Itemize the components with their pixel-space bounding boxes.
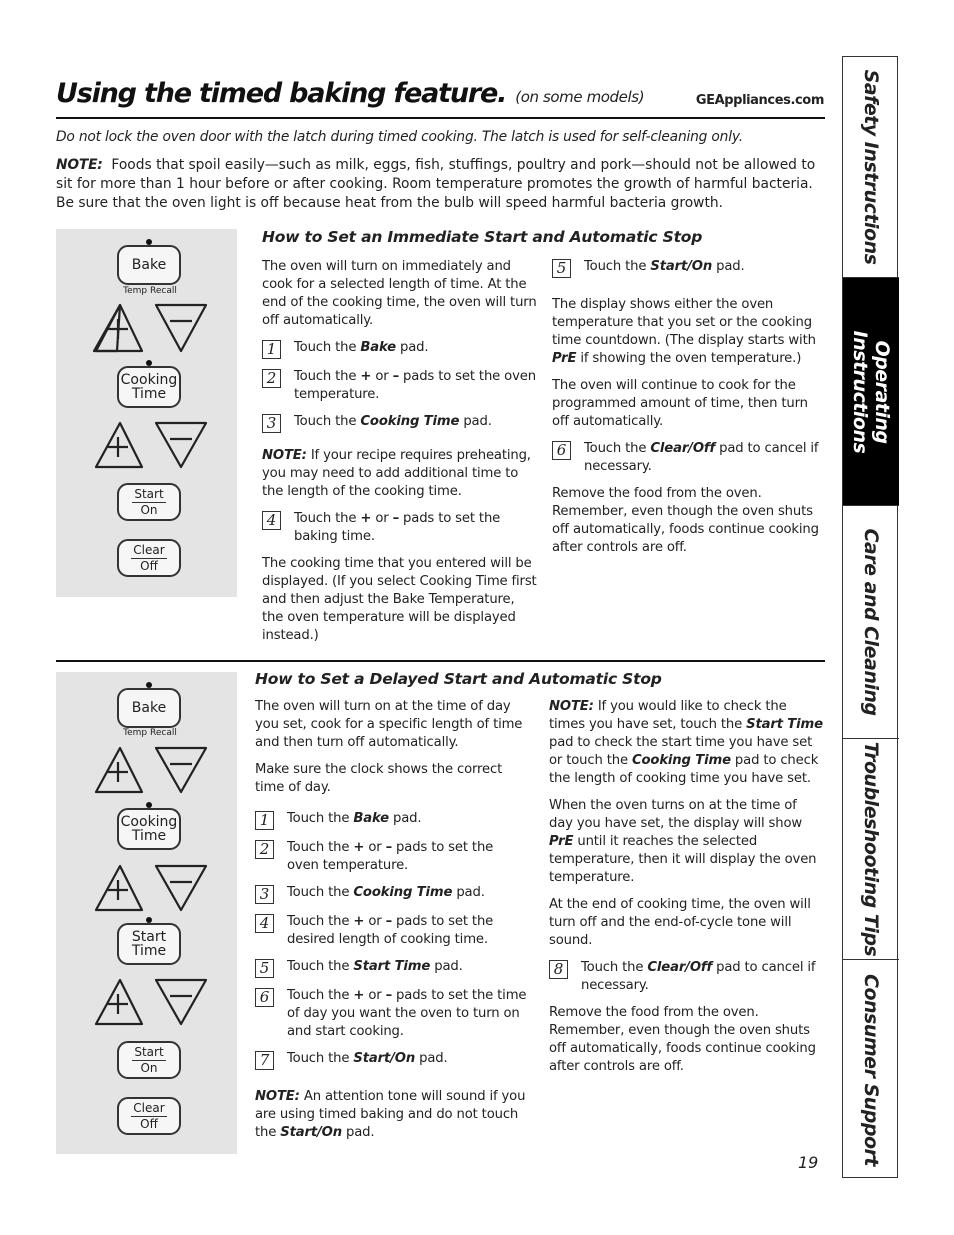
step-5: 5 Touch the Start/On pad.	[552, 258, 824, 278]
note-label: NOTE:	[56, 157, 103, 173]
tab-care-and-cleaning[interactable]: Care and Cleaning	[843, 506, 899, 739]
tab-consumer-support[interactable]: Consumer Support	[860, 973, 882, 1166]
note-text: Foods that spoil easily—such as milk, eggs, fish, stuffings, poultry and pork—should not be allowed to sit for more than 1 hour before or after cooking. Room temperature promotes the growth of harmful bacteria. Be sure that the oven light is off because heat from the bulb will speed harmful bacteria growth.	[56, 157, 816, 211]
plus-minus-pads[interactable]	[92, 862, 210, 914]
plus-minus-pads[interactable]	[92, 419, 210, 471]
step-7: 7 Touch the Start/On pad.	[255, 1050, 527, 1070]
step-4: 4 Touch the + or – pads to set the desired length of cooking time.	[255, 913, 527, 949]
step-number: 3	[262, 414, 281, 433]
step-number: 6	[552, 441, 571, 460]
temp-recall-label: Temp Recall	[123, 728, 177, 738]
step-2: 2 Touch the + or – pads to set the oven temperature.	[255, 839, 527, 875]
plus-minus-pads[interactable]	[92, 301, 210, 353]
step-number: 6	[255, 988, 274, 1007]
section2-turns-on: When the oven turns on at the time of day you have set, the display will show PrE until it reaches the selected temperature, then it will display the oven temperature.	[549, 798, 817, 885]
section2-col2	[549, 698, 824, 1085]
section1-col1	[262, 258, 537, 654]
step-1: 1 Touch the Bake pad.	[262, 339, 537, 359]
start-on-pad[interactable]	[117, 483, 181, 521]
step-number: 3	[255, 885, 274, 904]
page-number: 19	[798, 1153, 819, 1172]
section-divider	[56, 660, 825, 662]
header-rule	[56, 117, 825, 119]
section1-displayed: The cooking time that you entered will be displayed. (If you select Cooking Time first and then adjust the Bake Temperature, the oven temperature will be displayed instead.)	[262, 556, 537, 643]
plus-minus-pads[interactable]	[92, 976, 210, 1028]
step-number: 2	[262, 369, 281, 388]
bake-label: Bake	[131, 257, 167, 273]
title-main: Using the timed baking feature.	[56, 78, 507, 109]
section2-clock: Make sure the clock shows the correct time of day.	[255, 762, 503, 795]
step-2: 2 Touch the + or – pads to set the oven temperature.	[262, 368, 537, 404]
start-on-pad[interactable]: Start On	[117, 1041, 181, 1079]
step-number: 4	[255, 914, 274, 933]
cooking-label: Cooking	[120, 372, 178, 388]
section1-intro: The oven will turn on immediately and cook for a selected length of time. At the end of the cooking time, the oven will turn off automatically.	[262, 259, 537, 328]
clear-off-pad[interactable]: Clear Off	[117, 1097, 181, 1135]
step-number: 8	[549, 960, 568, 979]
tab-safety-instructions[interactable]: Safety Instructions	[843, 57, 899, 278]
cooking-time-pad[interactable]	[117, 366, 181, 408]
keypad-panel-1	[56, 229, 237, 597]
on-label: On	[140, 503, 158, 517]
bake-pad[interactable]	[117, 245, 181, 285]
clear-off-pad[interactable]	[117, 539, 181, 577]
side-tabs	[842, 56, 898, 1178]
cooking-time-pad[interactable]: Cooking Time	[117, 808, 181, 850]
intro-note	[56, 156, 824, 213]
warning-text: Do not lock the oven door with the latch during timed cooking. The latch is used for self-cleaning only.	[56, 129, 743, 145]
section2-note2: NOTE: If you would like to check the times you have set, touch the Start Time pad to check the start time you have set or touch the Cooking Time pad to check the length of cooking time you have set.	[549, 699, 823, 786]
step-4: 4 Touch the + or – pads to set the baking time.	[262, 510, 537, 546]
section1-title: How to Set an Immediate Start and Automatic Stop	[262, 228, 703, 246]
page-title	[56, 78, 644, 109]
tab-troubleshooting-tips[interactable]: Troubleshooting Tips	[843, 739, 899, 960]
step-3: 3 Touch the Cooking Time pad.	[262, 413, 537, 433]
step-3: 3 Touch the Cooking Time pad.	[255, 884, 527, 904]
section2-col1	[255, 698, 527, 1151]
step-number: 7	[255, 1051, 274, 1070]
section2-remove: Remove the food from the oven. Remember, even though the oven shuts off automatically, foods continue cooking after controls are off.	[549, 1005, 816, 1074]
step-6: 6 Touch the Clear/Off pad to cancel if necessary.	[552, 440, 824, 476]
section2-note1: NOTE: An attention tone will sound if you are using timed baking and do not touch the Start/On pad.	[255, 1089, 526, 1140]
time-label: Time	[131, 386, 167, 402]
step-8: 8 Touch the Clear/Off pad to cancel if necessary.	[549, 959, 824, 995]
tab-operating-instructions[interactable]: Operating Instructions	[843, 278, 899, 506]
minus-pad	[156, 305, 206, 351]
section1-continue: The oven will continue to cook for the programmed amount of time, then turn off automatically.	[552, 378, 808, 429]
temp-recall-label: Temp Recall	[123, 286, 177, 296]
step-number: 1	[255, 811, 274, 830]
step-number: 2	[255, 840, 274, 859]
intro-warning	[56, 128, 824, 147]
step-5: 5 Touch the Start Time pad.	[255, 958, 527, 978]
website-link[interactable]: GEAppliances.com	[695, 93, 824, 108]
step-6: 6 Touch the + or – pads to set the time of day you want the oven to turn on and start cooking.	[255, 987, 527, 1041]
section1-col2	[552, 258, 824, 566]
step-number: 5	[552, 259, 571, 278]
off-label: Off	[140, 559, 158, 573]
clear-label: Clear	[133, 543, 165, 557]
keypad-panel-2	[56, 672, 237, 1154]
title-subtitle: (on some models)	[515, 88, 645, 106]
section2-end: At the end of cooking time, the oven will turn off and the end-of-cycle tone will sound.	[549, 897, 811, 948]
section1-display: The display shows either the oven temperature that you set or the cooking time countdown. (The display starts with PrE if showing the oven temperature.)	[552, 297, 816, 366]
plus-minus-pads[interactable]	[92, 744, 210, 796]
step-number: 5	[255, 959, 274, 978]
start-label: Start	[134, 487, 164, 501]
bake-pad[interactable]	[117, 688, 181, 728]
section1-note: NOTE: If your recipe requires preheating, you may need to add additional time to the length of the cooking time.	[262, 448, 531, 499]
section1-remove: Remove the food from the oven. Remember, even though the oven shuts off automatically, foods continue cooking after controls are off.	[552, 486, 819, 555]
section2-title: How to Set a Delayed Start and Automatic Stop	[255, 670, 662, 688]
bake-label: Bake	[131, 700, 167, 716]
step-number: 4	[262, 511, 281, 530]
section2-intro: The oven will turn on at the time of day you set, cook for a specific length of time and then turn off automatically.	[255, 699, 523, 750]
step-number: 1	[262, 340, 281, 359]
start-time-pad[interactable]: Start Time	[117, 923, 181, 965]
step-1: 1 Touch the Bake pad.	[255, 810, 527, 830]
